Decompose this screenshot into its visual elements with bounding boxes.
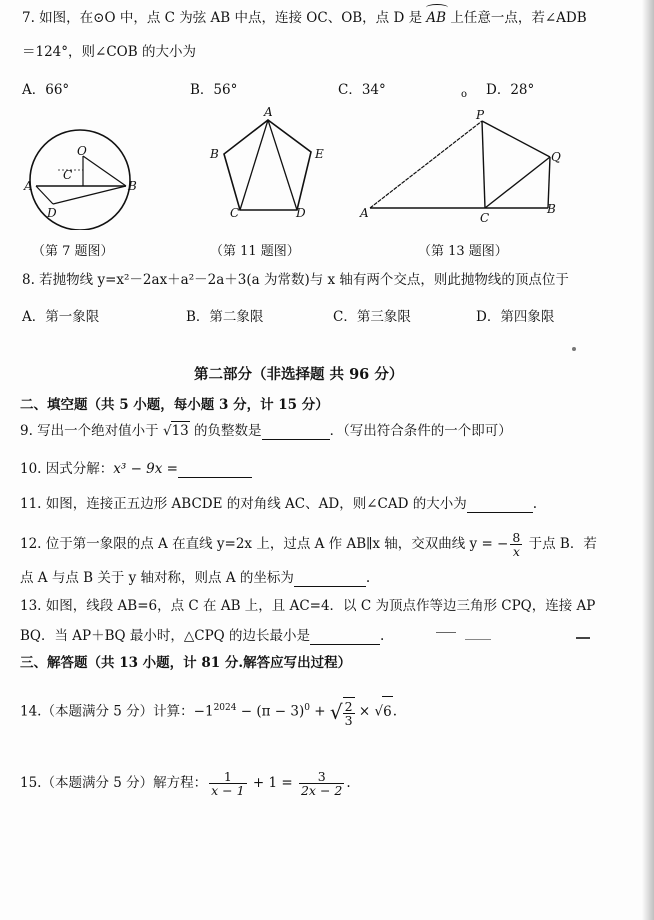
part2-title: 第二部分（非选择题 共 96 分） xyxy=(194,366,404,383)
q12-line2: 点 A 与点 B 关于 y 轴对称，则点 A 的坐标为 . xyxy=(20,570,371,586)
fig13-caption: （第 13 题图） xyxy=(418,244,508,259)
stray-line-2 xyxy=(465,639,491,640)
section3-heading: 三、解答题（共 13 小题，计 81 分.解答应写出过程） xyxy=(20,655,352,671)
q7-option-c: C．34° xyxy=(338,82,386,98)
figure-7-circle xyxy=(23,130,137,230)
fig11-caption: （第 11 题图） xyxy=(210,244,300,259)
q9-text: 9. 写出一个绝对值小于 √13 的负整数是 ．（写出符合条件的一个即可） xyxy=(20,423,512,439)
q8-option-c: C．第三象限 xyxy=(333,309,411,325)
figure-13-triangle xyxy=(359,108,561,225)
fig13-label-q: Q xyxy=(551,150,561,164)
stray-mark: o xyxy=(461,89,468,100)
figures-row xyxy=(0,100,654,230)
q8-option-b: B．第二象限 xyxy=(186,309,264,325)
q8-option-a: A．第一象限 xyxy=(22,309,100,325)
fig13-label-c: C xyxy=(480,211,490,225)
fig7-label-b: B xyxy=(128,179,137,193)
fig11-label-c: C xyxy=(230,206,240,220)
fig11-label-b: B xyxy=(210,147,219,161)
fig7-caption: （第 7 题图） xyxy=(32,244,114,259)
q9-answer-blank xyxy=(262,425,330,440)
q7-option-a: A．66° xyxy=(22,82,70,98)
q7-option-d: D．28° xyxy=(486,82,535,98)
fig7-label-o: O xyxy=(77,144,87,158)
q12-line1: 12. 位于第一象限的点 A 在直线 y=2x 上，过点 A 作 AB∥x 轴，交双曲线 y = − $\frac{8}{x}$ 于点 B．若 xyxy=(20,530,597,559)
q11-text: 11. 如图，连接正五边形 ABCDE 的对角线 AC、AD，则∠CAD 的大小为 . xyxy=(20,496,538,512)
q15-text: 15.（本题满分 5 分）解方程： $\frac{1}{x - 1}$ + 1 = $\frac{3}{2x - 2}$ . xyxy=(20,769,351,798)
q13-answer-blank xyxy=(310,630,380,645)
fig7-label-a: A xyxy=(24,179,33,193)
q8-option-d: D．第四象限 xyxy=(476,309,555,325)
figure-11-pentagon xyxy=(209,105,324,220)
q7-line1: 7. 如图，在⊙O 中，点 C 为弦 AB 中点，连接 OC、OB，点 D 是 AB 上任意一点，若∠ADB xyxy=(22,9,587,27)
q14-text: 14.（本题满分 5 分）计算：$-1^{2024} - (\pi - 3)^0$ + √ $\frac{2}{3}$ × √6. xyxy=(20,693,397,723)
fig7-label-d: D xyxy=(47,206,57,220)
q10-text: 10. 因式分解：x³ − 9x = xyxy=(20,460,252,478)
fig7-label-c: C xyxy=(63,168,73,182)
fig13-label-b: B xyxy=(547,202,556,216)
q12-answer-blank xyxy=(294,572,366,587)
q13-line1: 13. 如图，线段 AB=6，点 C 在 AB 上，且 AC=4．以 C 为顶点作等边三角形 CPQ，连接 AP xyxy=(20,598,596,614)
q7-option-b: B．56° xyxy=(190,82,238,98)
section2-heading: 二、填空题（共 5 小题，每小题 3 分，计 15 分） xyxy=(20,397,329,413)
q8-text: 8. 若抛物线 y=x²－2ax＋a²－2a＋3(a 为常数)与 x 轴有两个交点，则此抛物线的顶点位于 xyxy=(22,272,569,288)
fig11-label-d: D xyxy=(296,206,306,220)
q10-answer-blank xyxy=(178,463,252,478)
fig13-label-a: A xyxy=(360,206,369,220)
stray-line-3 xyxy=(576,637,590,639)
stray-line-1 xyxy=(436,632,456,633)
fig11-label-a: A xyxy=(264,105,273,119)
fig11-label-e: E xyxy=(315,147,324,161)
page-edge-shadow xyxy=(642,0,654,920)
stray-dot xyxy=(572,347,576,351)
q11-answer-blank xyxy=(467,498,533,513)
q13-line2: BQ．当 AP＋BQ 最小时，△CPQ 的边长最小是 . xyxy=(20,628,385,644)
fig13-label-p: P xyxy=(476,108,485,122)
q7-line2: ＝124°，则∠COB 的大小为 xyxy=(22,44,196,60)
